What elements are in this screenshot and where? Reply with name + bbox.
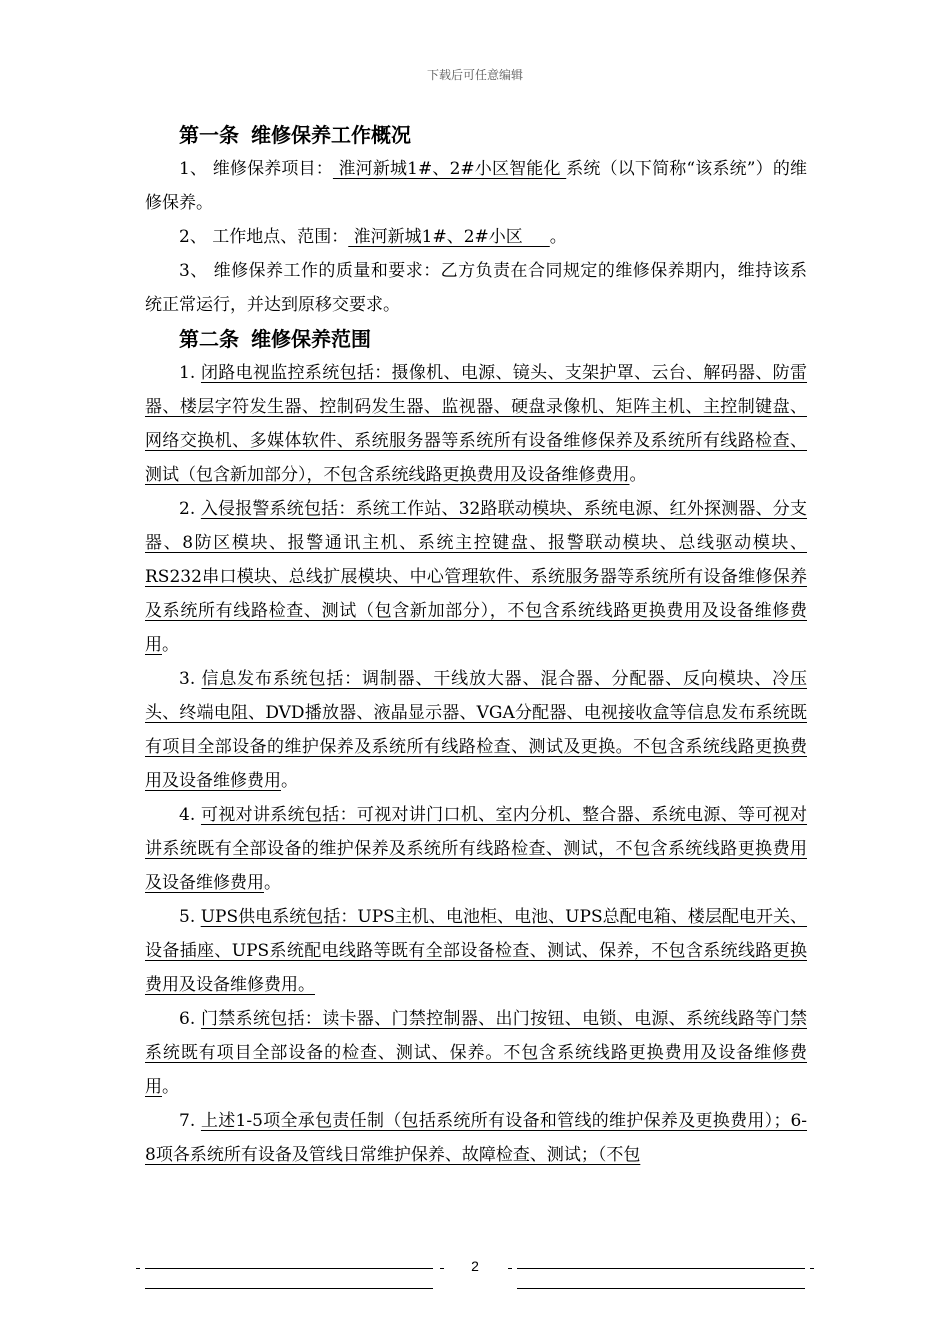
article-2-number: 第二条 bbox=[179, 327, 239, 351]
item-end: 。 bbox=[629, 465, 647, 485]
work-location-field: 淮河新城1#、2#小区 bbox=[348, 227, 550, 247]
item-1-suffix: 系统（以下简称“该系统”）的维修保养。 bbox=[145, 159, 807, 213]
item-end: 。 bbox=[264, 873, 281, 893]
article-1-heading: 维修保养工作概况 bbox=[251, 123, 411, 147]
scope-item bbox=[145, 356, 807, 492]
item-end: 。 bbox=[162, 635, 179, 655]
footer-rule-left-bottom bbox=[145, 1288, 433, 1289]
item-number: 4. bbox=[179, 805, 196, 825]
item-text: 入侵报警系统包括：系统工作站、32路联动模块、系统电源、红外探测器、分支器、8防区模块、报警通讯主机、系统主控键盘、报警联动模块、总线驱动模块、RS232串口模块、总线扩展模块、中心管理软件、系统服务器等系统所有设备维修保养及系统所有线路检查、测试（包含新加部分），不包含系统线路更换费用及设备维修费用 bbox=[145, 499, 808, 655]
scope-item bbox=[145, 492, 807, 662]
item-number: 2. bbox=[179, 499, 196, 519]
item-1-prefix: 1、 维修保养项目： bbox=[179, 159, 333, 179]
scope-item bbox=[145, 900, 807, 1002]
item-number: 5. bbox=[179, 907, 196, 927]
item-number: 6. bbox=[179, 1009, 196, 1029]
article-1-title bbox=[145, 118, 807, 152]
item-text: 门禁系统包括：读卡器、门禁控制器、出门按钮、电锁、电源、系统线路等门禁系统既有项目全部设备的检查、测试、保养。不包含系统线路更换费用及设备维修费用 bbox=[145, 1009, 808, 1097]
scope-item bbox=[145, 1104, 807, 1172]
item-text: 可视对讲系统包括：可视对讲门口机、室内分机、整合器、系统电源、等可视对讲系统既有全部设备的维护保养及系统所有线路检查、测试，不包含系统线路更换费用及设备维修费用 bbox=[145, 805, 808, 893]
article-2-heading: 维修保养范围 bbox=[251, 327, 371, 351]
article-1-number: 第一条 bbox=[179, 123, 239, 147]
scope-item bbox=[145, 662, 807, 798]
item-end: 。 bbox=[162, 1077, 179, 1097]
scope-item bbox=[145, 1002, 807, 1104]
project-name-field: 淮河新城1#、2#小区智能化 bbox=[332, 159, 567, 179]
article-1-item-2 bbox=[145, 220, 807, 254]
page-number: 2 bbox=[471, 1258, 479, 1274]
item-text: UPS供电系统包括：UPS主机、电池柜、电池、UPS总配电箱、楼层配电开关、设备插座、UPS系统配电线路等既有全部设备检查、测试、保养，不包含系统线路更换费用及设备维修费用。 bbox=[145, 907, 808, 995]
item-2-suffix: 。 bbox=[549, 227, 567, 247]
item-text: 闭路电视监控系统包括：摄像机、电源、镜头、支架护罩、云台、解码器、防雷器、楼层字符发生器、控制码发生器、监视器、硬盘录像机、矩阵主机、主控制键盘、网络交换机、多媒体软件、系统服务器等系统所有设备维修保养及系统所有线路检查、测试（包含新加部分），不包含系统线路更换费用及设备维修费用 bbox=[145, 363, 808, 485]
item-text: 信息发布系统包括：调制器、干线放大器、混合器、分配器、反向模块、冷压头、终端电阻、DVD播放器、液晶显示器、VGA分配器、电视接收盒等信息发布系统既有项目全部设备的维护保养及系统所有线路检查、测试及更换。不包含系统线路更换费用及设备维修费用 bbox=[145, 669, 808, 791]
item-2-prefix: 2、 工作地点、范围： bbox=[179, 227, 349, 247]
page-header: 下载后可任意编辑 bbox=[426, 68, 523, 82]
item-number: 3. bbox=[179, 669, 196, 689]
item-number: 1. bbox=[179, 363, 196, 383]
item-text: 上述1-5项全承包责任制（包括系统所有设备和管线的维护保养及更换费用）；6-8项各系统所有设备及管线日常维护保养、故障检查、测试；（不包 bbox=[145, 1111, 808, 1165]
scope-item bbox=[145, 798, 807, 900]
item-number: 7. bbox=[179, 1111, 196, 1131]
article-1-item-3: 3、 维修保养工作的质量和要求：乙方负责在合同规定的维修保养期内，维持该系统正常运行，并达到原移交要求。 bbox=[145, 261, 807, 315]
item-end: 。 bbox=[281, 771, 298, 791]
article-2-title bbox=[145, 322, 807, 356]
article-1-item-1 bbox=[145, 152, 807, 220]
document-body bbox=[145, 118, 807, 1172]
footer-rule-right-bottom bbox=[517, 1288, 805, 1289]
